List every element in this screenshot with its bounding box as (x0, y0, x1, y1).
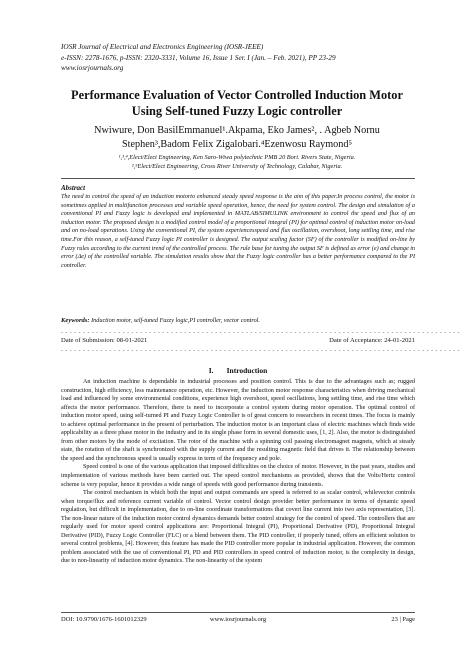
keywords (61, 317, 415, 326)
footer-website[interactable]: www.iosrjournals.org (209, 616, 267, 623)
abstract-text: The need to control the speed of an induction motorto enhanced steady speed response is the aim of this paper.In process control, the motor is sometimes applied in multifunction processes and variable speed operation, hence, the need for system control. The design and simulation of a conventional PI and Fuzzy logic is developed and implemented in MATLAB/SIMULINK environment to control the speed and flux of an induction motor. The proposed design is a modified control model of a proportional integral (PI) for optimal control of induction motor on-load and on no-load operations. Using the conventional PI, the system experiencesspeed and flux oscillation, overshoot, long settling time, and rise time.For this reason, a self-tuned Fuzzy logic PI controller is designed. The output scaling factor (SF) of the controller is modified on-line by Fuzzy rules according to the current trend of the controlled process. The rule base for tuning the output SF is defined as error (e) and change in error (Δe) of the controlled variable. The simulation results show that the Fuzzy logic controller has a better performance compared to the PI controller. (61, 194, 415, 269)
journal-issn: e-ISSN: 2278-1676, p-ISSN: 2320-3331, Volume 16, Issue 1 Ser. I (Jan. – Feb. 2021), PP 23-29 (61, 53, 336, 62)
dash-separator-2: - - - - - - - - - - - - - - - - - - - - - - - - - - - - - - - - - - - - - - - - - - - - - - - - - - - - - - - - - - - - - - - - - - - - - - - - - - - - - - - - - - - - - - - - - - - (61, 348, 461, 354)
affiliations (40, 154, 434, 172)
authors-line-1: Nwiwure, Don BasilEmmanuel¹.Akpama, Eko James², . Agbeb Nornu (94, 125, 380, 136)
footer-divider (61, 612, 415, 613)
abstract-heading: Abstract (61, 184, 86, 192)
author-list (40, 124, 434, 152)
dash-separator-1: - - - - - - - - - - - - - - - - - - - - - - - - - - - - - - - - - - - - - - - - - - - - - - - - - - - - - - - - - - - - - - - - - - - - - - - - - - - - - - - - - - - - - - - - - - - (61, 330, 461, 336)
paragraph: An induction machine is dependable in industrial processes and position control. This is due to the advantages such as; rugged construction, high efficiency, less maintenance operation, etc. However, the induction motor response characteristics when driving mechanical load and influenced by some environmental conditions, experience high overshoot, speed oscillations, long settling time, and rise time which affects the motor performance. Therefore, there is need to incorporate a control system during motor operation. The optimal control of induction motor speed, using self-turned PI and Fuzzy Logic Controller is of great concern to researchers in recent times. The focus is mainly to achieve optimal performance in the present of perturbation. The induction motor is an important class of electric machines which finds wide applicability as a three phase motor in the industry and in its single phase form in several domestic uses, [1, 2]. Also, the motor is distinguished from other motors by the mode of excitation. The rotor of the machine with a spinning coil passing electromagnet magnets, which at steady state, the rotation of the shaft is synchronized with the supply current and the resulting magnetic field that drives it. The relationship between the speed and the synchronous speed is usually express in term of the frequency and pole. (61, 379, 415, 462)
keywords-text: Induction motor, self-tuned Fuzzy logic,PI controller, vector control. (91, 317, 260, 324)
title-line-2: Using Self-tuned Fuzzy Logic controller (131, 103, 343, 118)
paragraph: Speed control is one of the various application that imposed difficulties on the choice of motor. However, in the past years, studies and implementation of various methods have been carried out. The speed control mechanisms as provided, shows that the Volts/Hertz control scheme is very popular, hence it provides a wide range of speeds with good performance during transients. (61, 464, 415, 488)
affiliation-1: ¹,³,⁴,Elect/Elect Engineering, Ken Saro-Wiwa polytechnic PMB 20 Bori. Rivers State, Nigeria. (118, 154, 356, 161)
affiliation-2: ²,⁵Elect/Elect Engineering, Cross River University of Technology, Calabar, Nigeria. (131, 162, 343, 170)
submission-date: Date of Submission: 08-01-2021 (61, 337, 148, 344)
paper-title (40, 88, 434, 119)
section-heading: I. Introduction (208, 366, 268, 375)
footer-doi: DOI: 10.9790/1676-1601012329 (61, 616, 147, 623)
acceptance-date: Date of Acceptance: 24-01-2021 (329, 337, 415, 344)
journal-header (61, 42, 336, 74)
divider-top (61, 178, 415, 179)
journal-name: IOSR Journal of Electrical and Electronics Engineering (IOSR-JEEE) (61, 43, 264, 51)
dates-row (61, 337, 415, 345)
paragraph: The control mechanism in which both the input and output commands are speed is referred to as scalar control, whilevector controls when torque/flux and reference current variable of control. Vector control design provider better performance in terms of dynamic speed regulation, but difficult in implementation, due to on-line coordinate transformations that covert line current into two axis representation, [3]. The non-linear nature of the induction motor control dynamics demands better control strategy for the control of speed. The controllers that are regularly used for motor speed control applications are: Proportional Integral (PI), Proportional Derivative (PD), Proportional Integral Derivative (PID), Fuzzy Logic Controller (FLC) or a blend between them. The PID controller, if properly tuned, offers an efficient solution to several control problems, [4]. However, this feature has made the PID controller more popular in industrial application. However, the common problem associated with the use of conventional PI, PD and PID controllers in speed control of induction motor, is the complexity in design, due to non-linearity of induction motor dynamics. The non-linearity of the system (61, 490, 415, 565)
footer-page-number: 23 | Page (391, 616, 415, 623)
title-line-1: Performance Evaluation of Vector Controlled Induction Motor (71, 88, 403, 102)
keywords-label: Keywords: (61, 317, 90, 324)
introduction-body (61, 378, 415, 566)
page-footer (61, 616, 415, 624)
journal-website[interactable]: www.iosrjournals.org (61, 64, 124, 73)
authors-line-2: Stephen³,Badom Felix Zigalobari.⁴Ezenwosu Raymond⁵ (122, 139, 352, 150)
